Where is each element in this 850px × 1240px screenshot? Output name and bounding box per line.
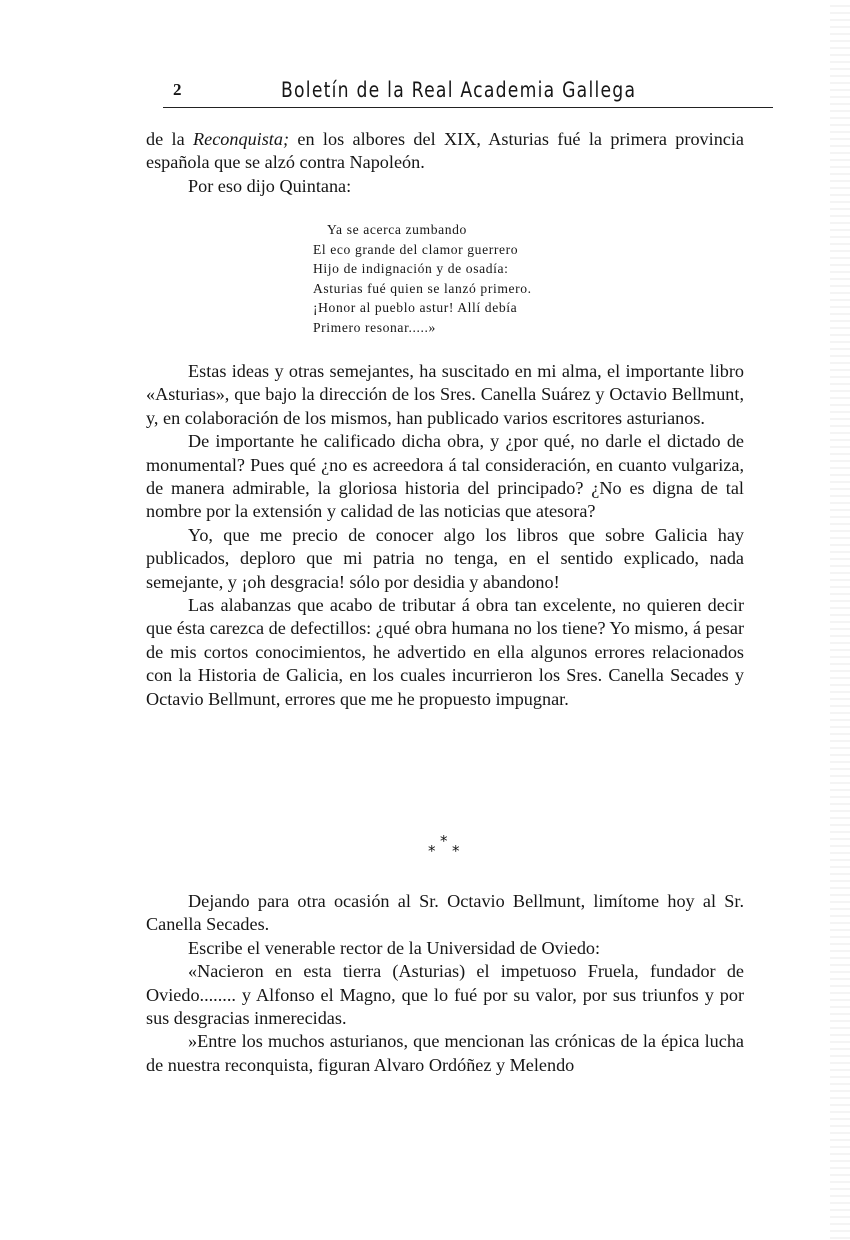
section-one <box>146 360 744 711</box>
scan-edge-noise <box>830 0 850 1240</box>
verse-quotation <box>313 220 532 338</box>
verse-line: Hijo de indignación y de osadía: <box>313 261 509 277</box>
opening-text <box>146 128 744 198</box>
paragraph-continuation: de la Reconquista; en los albores del XIX, Asturias fué la primera provincia española que se alzó contra Napoleón. <box>146 129 744 173</box>
running-title: Boletín de la Real Academia Gallega <box>281 78 637 102</box>
reconquista-italic: Reconquista; <box>193 129 290 149</box>
paragraph: Escribe el venerable rector de la Universidad de Oviedo: <box>188 937 601 958</box>
page-header <box>163 76 773 106</box>
paragraph: Dejando para otra ocasión al Sr. Octavio Bellmunt, limítome hoy al Sr. Canella Secades. <box>146 891 744 935</box>
asterism-divider: * * * <box>428 832 460 860</box>
verse-line: Primero resonar.....» <box>313 319 436 335</box>
quoted-paragraph: »Entre los muchos asturianos, que mencionan las crónicas de la épica lucha de nuestra reconquista, figuran Alvaro Ordóñez y Melendo <box>146 1031 744 1075</box>
century-numeral: XIX <box>444 129 477 149</box>
verse-line: El eco grande del clamor guerrero <box>313 241 519 257</box>
verse-line: ¡Honor al pueblo astur! Allí debía <box>313 300 518 316</box>
verse-line: Asturias fué quien se lanzó primero. <box>313 280 532 296</box>
quintana-intro: Por eso dijo Quintana: <box>188 175 352 196</box>
quoted-paragraph: «Nacieron en esta tierra (Asturias) el impetuoso Fruela, fundador de Oviedo........ y Alfonso el Magno, que lo fué por su valor, por sus triunfos y por sus desgracias inmerecidas. <box>146 961 744 1029</box>
page-number: 2 <box>173 80 182 99</box>
paragraph: Yo, que me precio de conocer algo los libros que sobre Galicia hay publicados, deploro que mi patria no tenga, en el sentido explicado, nada semejante, y ¡oh desgracia! sólo por desidia y abandono! <box>146 524 744 592</box>
section-two <box>146 890 744 1077</box>
verse-line: Ya se acerca zumbando <box>327 222 467 237</box>
paragraph: De importante he calificado dicha obra, y ¿por qué, no darle el dictado de monumental? Pues qué ¿no es acreedora á tal consideración, en cuanto vulgariza, de manera admirable, la gloriosa historia del principado? ¿No es digna de tal nombre por la extensión y calidad de las noticias que atesora? <box>146 431 744 522</box>
header-rule <box>163 107 773 108</box>
paragraph: Estas ideas y otras semejantes, ha suscitado en mi alma, el importante libro «Asturias», que bajo la dirección de los Sres. Canella Suárez y Octavio Bellmunt, y, en colaboración de los mismos, han publicado varios escritores asturianos. <box>146 361 744 428</box>
paragraph: Las alabanzas que acabo de tributar á obra tan excelente, no quieren decir que ésta carezca de defectillos: ¿qué obra humana no los tiene? Yo mismo, á pesar de mis cortos conocimientos, he advertido en ella algunos errores relacionados con la Historia de Galicia, en los cuales incurrieron los Sres. Canella Secades y Octavio Bellmunt, errores que me he propuesto impugnar. <box>146 595 744 709</box>
